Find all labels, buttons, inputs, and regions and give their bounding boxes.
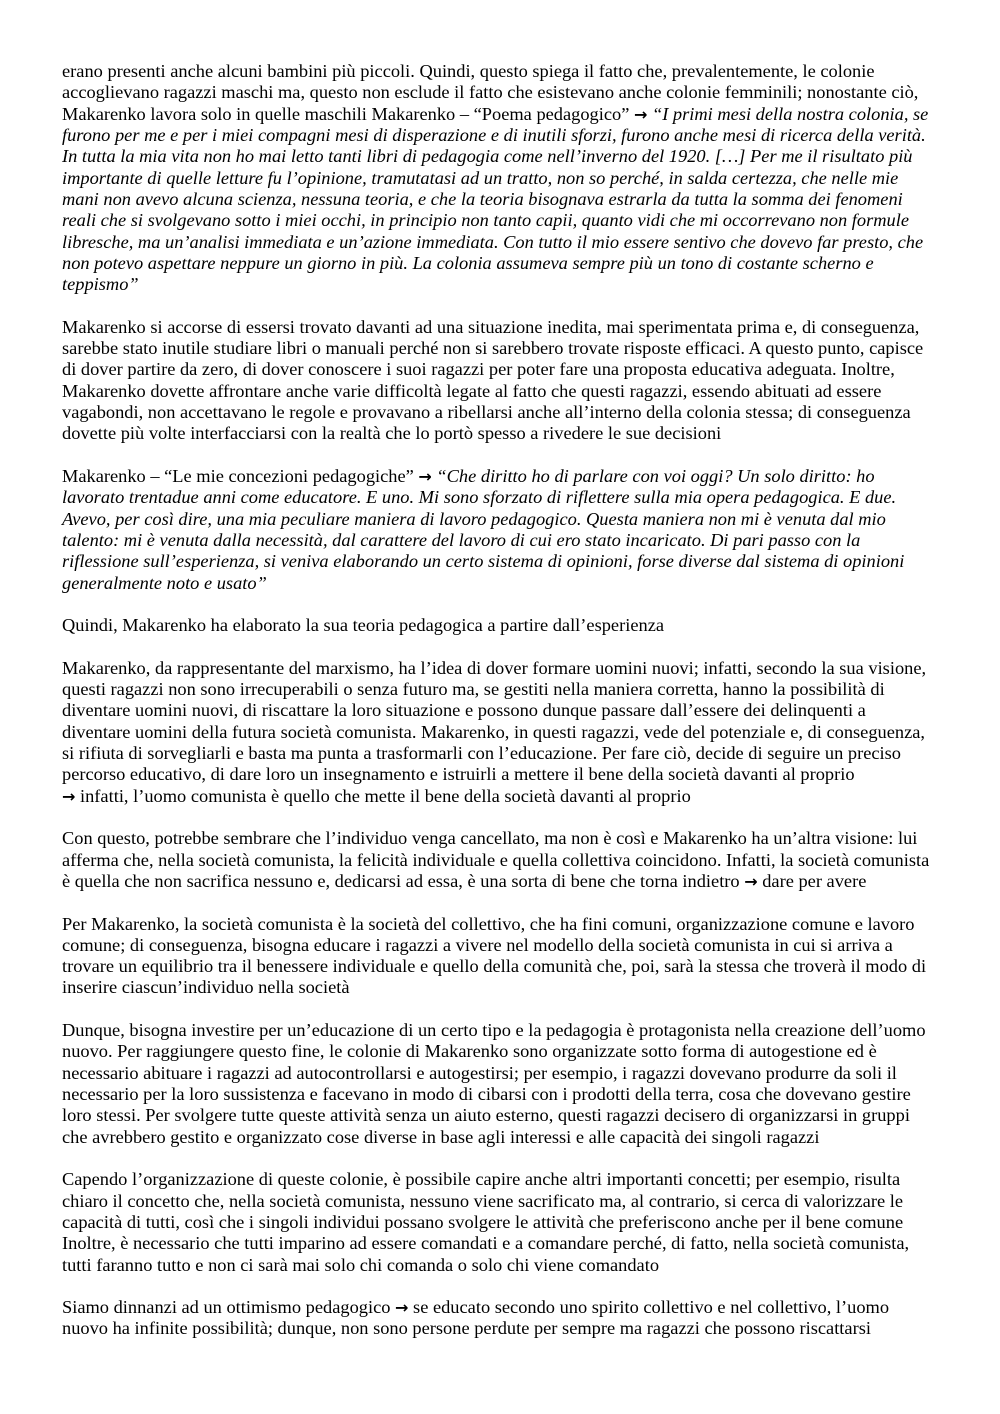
quote-text: talento: mi è venuta dalla necessità, dal carattere del lavoro di cui ero stato incaricato. Di pari passo con la xyxy=(62,529,861,550)
body-text: nuovo. Per raggiungere questo fine, le colonie di Makarenko sono organizzate sotto forma di autogestione ed è xyxy=(62,1041,877,1062)
text-line xyxy=(62,1063,982,1084)
body-text: Per Makarenko, la società comunista è la società del collettivo, che ha fini comuni, organizzazione comune e lavoro xyxy=(62,913,915,934)
text-line xyxy=(62,1041,982,1062)
paragraph xyxy=(62,658,982,807)
body-text: si rifiuta di sorvegliarli e basta ma punta a trasformarli con l’educazione. Per fare ciò, decide di seguire un preciso xyxy=(62,743,902,763)
body-text: Makarenko dovette affrontare anche varie difficoltà legate al fatto che questi ragazzi, essendo abituati ad essere xyxy=(62,380,882,401)
body-text: Makarenko – “Le mie concezioni pedagogiche” xyxy=(62,465,419,486)
text-line xyxy=(62,679,982,700)
text-line xyxy=(62,82,982,103)
quote-text: libresche, ma un’analisi immediata e un’azione immediata. Con tutto il mio essere sentivo che dovevo far presto, che xyxy=(62,231,924,252)
body-text: diventare uomini della futura società comunista. Makarenko, in questi ragazzi, vede del potenziale e, di conseguenza, xyxy=(62,721,926,742)
text-line xyxy=(62,551,982,572)
body-text: è quella che non sacrifica nessuno e, dedicarsi ad essa, è una sorta di bene che torna indietro xyxy=(62,870,745,891)
body-text: Dunque, bisogna investire per un’educazione di un certo tipo e la pedagogia è protagonista nella creazione dell’uomo xyxy=(62,1020,926,1041)
paragraph xyxy=(62,615,982,636)
text-line xyxy=(62,1297,982,1318)
text-line xyxy=(62,466,982,487)
paragraph xyxy=(62,1020,982,1148)
text-line xyxy=(62,700,982,721)
text-line xyxy=(62,743,982,764)
text-line xyxy=(62,402,982,423)
body-text: dovette più volte interfacciarsi con la realtà che lo portò spesso a rivedere le sue decisioni xyxy=(62,423,722,444)
arrow-right-icon: → xyxy=(633,104,648,124)
text-line xyxy=(62,423,982,444)
text-line xyxy=(62,253,982,274)
body-text: Capendo l’organizzazione di queste colonie, è possibile capire anche altri importanti concetti; per esempio, risulta xyxy=(62,1169,901,1190)
text-line xyxy=(62,381,982,402)
body-text: comune; di conseguenza, bisogna educare i ragazzi a vivere nel modello della società comunista in cui si arriva a xyxy=(62,934,893,955)
quote-text: riflessione sull’esperienza, si veniva elaborando un certo sistema di opinioni, forse diverse dal sistema di opinioni xyxy=(62,551,905,572)
quote-text: mani non avevo alcuna scienza, nessuna teoria, e che la teoria bisognava estrarla da tutta la somma dei fenomeni xyxy=(62,188,903,209)
body-text: diventare uomini nuovi, di riscattare la loro situazione e possono dunque passare dall’essere dei delinquenti a xyxy=(62,700,866,721)
text-line xyxy=(62,615,982,636)
arrow-right-icon: → xyxy=(62,786,76,806)
text-line xyxy=(62,359,982,380)
quote-text: reali che si svolgevano sotto i miei occhi, in principio non tanto capii, quanto vidi che mi occorrevano non formule xyxy=(62,210,910,231)
quote-text: teppismo” xyxy=(62,274,139,295)
text-line xyxy=(62,210,982,231)
body-text: necessario abituare i ragazzi ad autocontrollarsi e autogestirsi; per esempio, i ragazzi dovevano produrre da soli il xyxy=(62,1062,897,1083)
text-line xyxy=(62,1127,982,1148)
quote-text: importante di quelle letture fu l’opinione, tramutatasi ad un tratto, non so perché, in salda certezza, che nelle mie xyxy=(62,167,899,188)
body-text: loro stessi. Per svolgere tutte queste attività senza un aiuto esterno, questi ragazzi decisero di organizzarsi in gruppi xyxy=(62,1105,910,1126)
text-line xyxy=(62,317,982,338)
body-text: Makarenko si accorse di essersi trovato davanti ad una situazione inedita, mai sperimentata prima e, di conseguenza, xyxy=(62,316,920,337)
text-line xyxy=(62,871,982,892)
body-text: chiaro il concetto che, nella società comunista, nessuno viene sacrificato ma, al contrario, si cerca di valorizzare le xyxy=(62,1190,903,1211)
text-line xyxy=(62,850,982,871)
body-text: accoglievano ragazzi maschi ma, questo non esclude il fatto che esistevano anche colonie femminili; nonostante ciò, xyxy=(62,82,919,103)
body-text: inserire ciascun’individuo nella società xyxy=(62,977,350,998)
text-line xyxy=(62,1020,982,1041)
body-text: Makarenko, da rappresentante del marxismo, ha l’idea di dover formare uomini nuovi; infatti, secondo la sua visione, xyxy=(62,657,927,678)
text-line xyxy=(62,764,982,785)
body-text: sarebbe stato inutile studiare libri o manuali perché non si sarebbero trovate risposte efficaci. A questo punto, capisce xyxy=(62,338,924,359)
arrow-right-icon: → xyxy=(418,466,432,486)
text-line xyxy=(62,914,982,935)
body-text: se educato secondo uno spirito collettivo e nel collettivo, l’uomo xyxy=(408,1297,890,1318)
body-text: Con questo, potrebbe sembrare che l’individuo venga cancellato, ma non è così e Makarenko ha un’altra visione: lui xyxy=(62,828,918,849)
body-text: percorso educativo, di dare loro un insegnamento e istruirli a mettere il bene della società davanti al proprio xyxy=(62,764,855,785)
body-text: dare per avere xyxy=(757,870,867,891)
quote-text: Avevo, per così dire, una mia peculiare maniera di lavoro pedagogico. Questa maniera non mi è venuta dal mio xyxy=(62,508,886,529)
body-text: trovare un equilibrio tra il benessere individuale e quello della comunità che, poi, sarà la stessa che troverà il modo di xyxy=(62,956,927,977)
quote-text: generalmente noto e usato” xyxy=(62,572,267,593)
text-line xyxy=(62,1212,982,1233)
quote-text: lavorato trentadue anni come educatore. E uno. Mi sono sforzato di riflettere sulla mia opera pedagogica. E due. xyxy=(62,487,897,508)
text-line xyxy=(62,146,982,167)
text-line xyxy=(62,956,982,977)
text-line xyxy=(62,487,982,508)
quote-text: furono per me e per i miei compagni mesi di disperazione e di inutili sforzi, furono anche mesi di ricerca della verità. xyxy=(62,124,926,145)
paragraph xyxy=(62,828,982,892)
body-text: tutti faranno tutto e non ci sarà mai solo chi comanda o solo chi viene comandato xyxy=(62,1254,660,1275)
text-line xyxy=(62,1169,982,1190)
text-line xyxy=(62,104,982,125)
body-text: Makarenko lavora solo in quelle maschili Makarenko – “Poema pedagogico” xyxy=(62,103,634,124)
text-line xyxy=(62,1105,982,1126)
body-text: infatti, l’uomo comunista è quello che mette il bene della società davanti al proprio xyxy=(75,785,691,806)
paragraph xyxy=(62,1297,982,1340)
quote-text: “Che diritto ho di parlare con voi oggi? Un solo diritto: ho xyxy=(431,465,875,486)
text-line xyxy=(62,274,982,295)
text-line xyxy=(62,573,982,594)
text-line xyxy=(62,935,982,956)
body-text: afferma che, nella società comunista, la felicità individuale e quella collettiva coincidono. Infatti, la società comunista xyxy=(62,849,930,870)
body-text: Inoltre, è necessario che tutti imparino ad essere comandati e a comandare perché, di fatto, nella società comunista, xyxy=(62,1233,910,1254)
text-line xyxy=(62,786,982,807)
body-text: erano presenti anche alcuni bambini più piccoli. Quindi, questo spiega il fatto che, prevalentemente, le colonie xyxy=(62,61,875,81)
paragraph xyxy=(62,914,982,999)
text-line xyxy=(62,338,982,359)
quote-text: In tutta la mia vita non ho mai letto tanti libri di pedagogia come nell’inverno del 1920. […] Per me il risultato più xyxy=(62,146,913,167)
arrow-right-icon: → xyxy=(395,1298,409,1318)
paragraph xyxy=(62,317,982,445)
paragraph xyxy=(62,466,982,594)
text-line xyxy=(62,1084,982,1105)
text-line xyxy=(62,168,982,189)
body-text: di dover partire da zero, di dover conoscere i suoi ragazzi per poter fare una proposta educativa adeguata. Inoltre, xyxy=(62,359,895,380)
body-text: necessario per la loro sussistenza e facevano in modo di cibarsi con i prodotti della terra, cosa che dovevano gestire xyxy=(62,1084,911,1104)
body-text: che avrebbero gestito e organizzato cose diverse in base agli interessi e alle capacità dei singoli ragazzi xyxy=(62,1126,820,1147)
body-text: nuovo ha infinite possibilità; dunque, non sono persone perdute per sempre ma ragazzi che possono riscattarsi xyxy=(62,1318,871,1339)
text-line xyxy=(62,1191,982,1212)
text-line xyxy=(62,1233,982,1254)
text-line xyxy=(62,658,982,679)
text-line xyxy=(62,722,982,743)
text-line xyxy=(62,1255,982,1276)
text-line xyxy=(62,61,982,82)
document-page xyxy=(62,61,982,1340)
text-line xyxy=(62,189,982,210)
text-line xyxy=(62,530,982,551)
text-line xyxy=(62,509,982,530)
body-text: vagabondi, non accettavano le regole e provavano a ribellarsi anche all’interno della colonia stessa; di conseguenza xyxy=(62,402,911,422)
text-line xyxy=(62,1318,982,1339)
quote-text: non potevo aspettare neppure un giorno in più. La colonia assumeva sempre più un tono di costante scherno e xyxy=(62,252,874,273)
paragraph xyxy=(62,61,982,295)
body-text: capacità di tutti, così che i singoli individui possano svolgere le attività che preferiscono anche per il bene comune xyxy=(62,1211,904,1232)
text-line xyxy=(62,828,982,849)
body-text: Quindi, Makarenko ha elaborato la sua teoria pedagogica a partire dall’esperienza xyxy=(62,615,665,636)
body-text: questi ragazzi non sono irrecuperabili o senza futuro ma, se gestiti nella maniera corretta, hanno la possibilità di xyxy=(62,679,885,700)
text-line xyxy=(62,125,982,146)
quote-text: “I primi mesi della nostra colonia, se xyxy=(647,103,929,124)
text-line xyxy=(62,232,982,253)
paragraph xyxy=(62,1169,982,1276)
body-text: Siamo dinnanzi ad un ottimismo pedagogico xyxy=(62,1297,396,1318)
arrow-right-icon: → xyxy=(744,871,758,891)
text-line xyxy=(62,977,982,998)
